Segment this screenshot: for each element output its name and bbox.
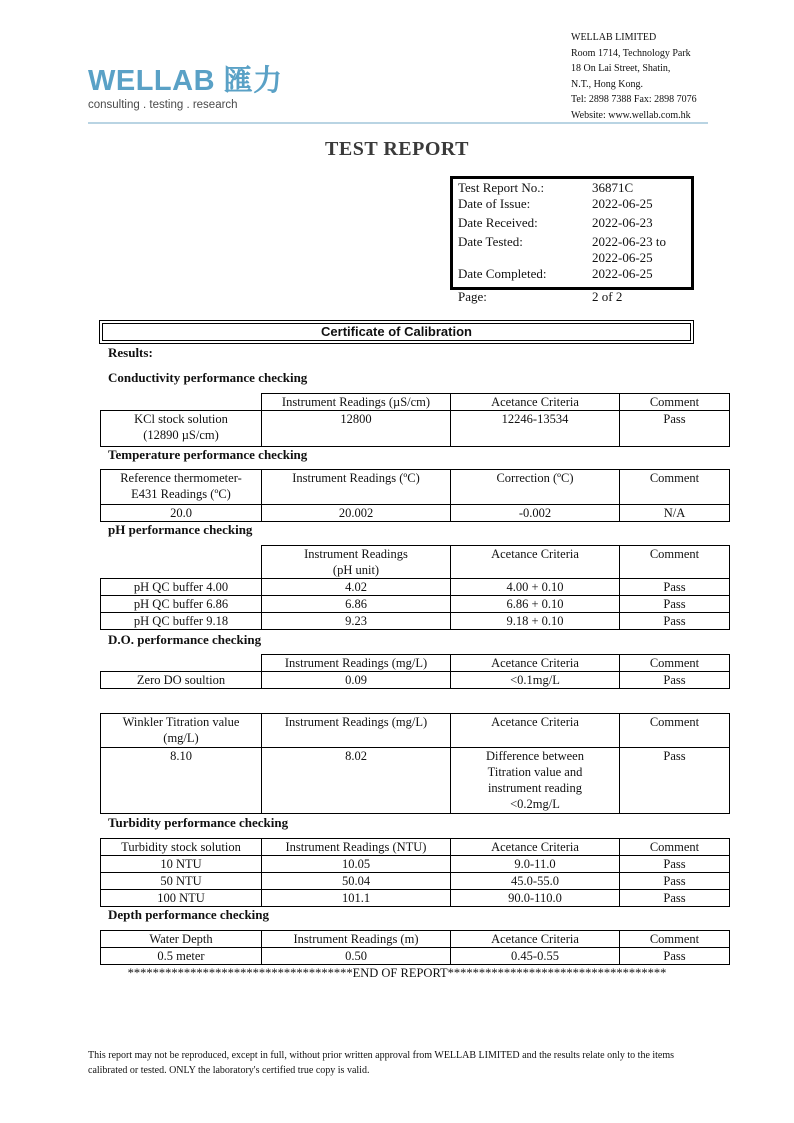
report-no-label: Test Report No.: [458,180,545,195]
reading-cell: 12800 [262,411,451,447]
results-label: Results: [108,345,153,360]
column-header: Instrument Readings (pH unit) [262,546,451,579]
report-no-value: 36871C [592,180,634,195]
column-header: Acetance Criteria [451,546,620,579]
tested-date-value-2: 2022-06-25 [592,250,653,265]
table-row: pH QC buffer 9.18 9.23 9.18 + 0.10 Pass [101,613,730,630]
column-header: Acetance Criteria [451,839,620,856]
depth-heading: Depth performance checking [108,907,270,922]
footer-disclaimer [88,1048,728,1078]
do-table [100,654,730,689]
table-cell: 20.002 [262,505,451,522]
depth-table [100,930,730,965]
column-header: Acetance Criteria [451,394,620,411]
issue-date-value: 2022-06-25 [592,196,653,211]
footer-line: calibrated or tested. ONLY the laboratory's certified true copy is valid. [88,1065,370,1076]
certificate-banner [99,320,694,344]
comment-cell: Pass [620,411,730,447]
column-header: Reference thermometer- E431 Readings (ºC) [101,470,262,505]
address-line: Tel: 2898 7388 Fax: 2898 7076 [571,94,697,106]
column-header: Comment [620,931,730,948]
column-header: Comment [620,546,730,579]
address-line: Room 1714, Technology Park [571,47,691,59]
table-row: 0.5 meter 0.50 0.45-0.55 Pass [101,948,730,965]
page-label: Page: [458,289,487,304]
tested-date-value: 2022-06-23 to [592,234,667,249]
temperature-table [100,469,730,522]
column-header: Acetance Criteria [451,655,620,672]
conductivity-table [100,393,730,447]
table-row: 50 NTU 50.04 45.0-55.0 Pass [101,873,730,890]
table-cell: -0.002 [451,505,620,522]
logo-tagline: consulting . testing . research [88,99,238,111]
end-of-report-marker: ************************************END OF REPORT*********************************** [127,966,667,980]
certificate-title: Certificate of Calibration [102,323,691,341]
ph-table [100,545,730,630]
temperature-heading: Temperature performance checking [108,447,308,462]
column-header: Instrument Readings (m) [262,931,451,948]
turbidity-heading: Turbidity performance checking [108,815,289,830]
received-date-label: Date Received: [458,215,538,230]
completed-date-value: 2022-06-25 [592,266,653,281]
winkler-table [100,713,730,814]
address-line: WELLAB LIMITED [571,32,657,43]
page-value: 2 of 2 [592,289,623,304]
logo-text: WELLAB 匯力 [88,65,283,97]
ph-heading: pH performance checking [108,522,253,537]
header-divider [88,122,708,124]
footer-line: This report may not be reproduced, except in full, without prior written approval from WELLAB LIMITED and the results relate only to the items [88,1050,675,1061]
issue-date-label: Date of Issue: [458,196,531,211]
column-header: Comment [620,839,730,856]
column-header: Correction (ºC) [451,470,620,505]
turbidity-table [100,838,730,907]
page-title: TEST REPORT [325,138,469,160]
table-row: 10 NTU 10.05 9.0-11.0 Pass [101,856,730,873]
table-row: 100 NTU 101.1 90.0-110.0 Pass [101,890,730,907]
address-line: 18 On Lai Street, Shatin, [571,63,671,75]
company-address [571,30,771,124]
address-line: Website: www.wellab.com.hk [571,109,691,121]
column-header: Comment [620,655,730,672]
completed-date-label: Date Completed: [458,266,547,281]
column-header: Instrument Readings (mg/L) [262,714,451,748]
table-row: Zero DO soultion 0.09 <0.1mg/L Pass [101,672,730,689]
column-header: Water Depth [101,931,262,948]
column-header: Instrument Readings (µS/cm) [262,394,451,411]
column-header: Comment [620,714,730,748]
column-header: Comment [620,470,730,505]
column-header: Acetance Criteria [451,714,620,748]
column-header: Turbidity stock solution [101,839,262,856]
conductivity-heading: Conductivity performance checking [108,370,308,385]
address-line: N.T., Hong Kong. [571,78,644,90]
column-header: Instrument Readings (ºC) [262,470,451,505]
criteria-cell: 12246-13534 [451,411,620,447]
column-header: Acetance Criteria [451,931,620,948]
table-row: pH QC buffer 6.86 6.86 6.86 + 0.10 Pass [101,596,730,613]
column-header: Instrument Readings (mg/L) [262,655,451,672]
table-cell: N/A [620,505,730,522]
do-heading: D.O. performance checking [108,632,262,647]
column-header: Winkler Titration value (mg/L) [101,714,262,748]
table-row: pH QC buffer 4.00 4.02 4.00 + 0.10 Pass [101,579,730,596]
column-header: Comment [620,394,730,411]
table-cell: 20.0 [101,505,262,522]
column-header: Instrument Readings (NTU) [262,839,451,856]
criteria-cell: Difference between Titration value and instrument reading <0.2mg/L [451,748,620,814]
table-row: 8.10 8.02 Difference between Titration value and instrument reading <0.2mg/L Pass [101,748,730,814]
company-logo [88,65,283,116]
received-date-value: 2022-06-23 [592,215,653,230]
row-label: KCl stock solution (12890 µS/cm) [101,411,262,447]
tested-date-label: Date Tested: [458,234,523,249]
